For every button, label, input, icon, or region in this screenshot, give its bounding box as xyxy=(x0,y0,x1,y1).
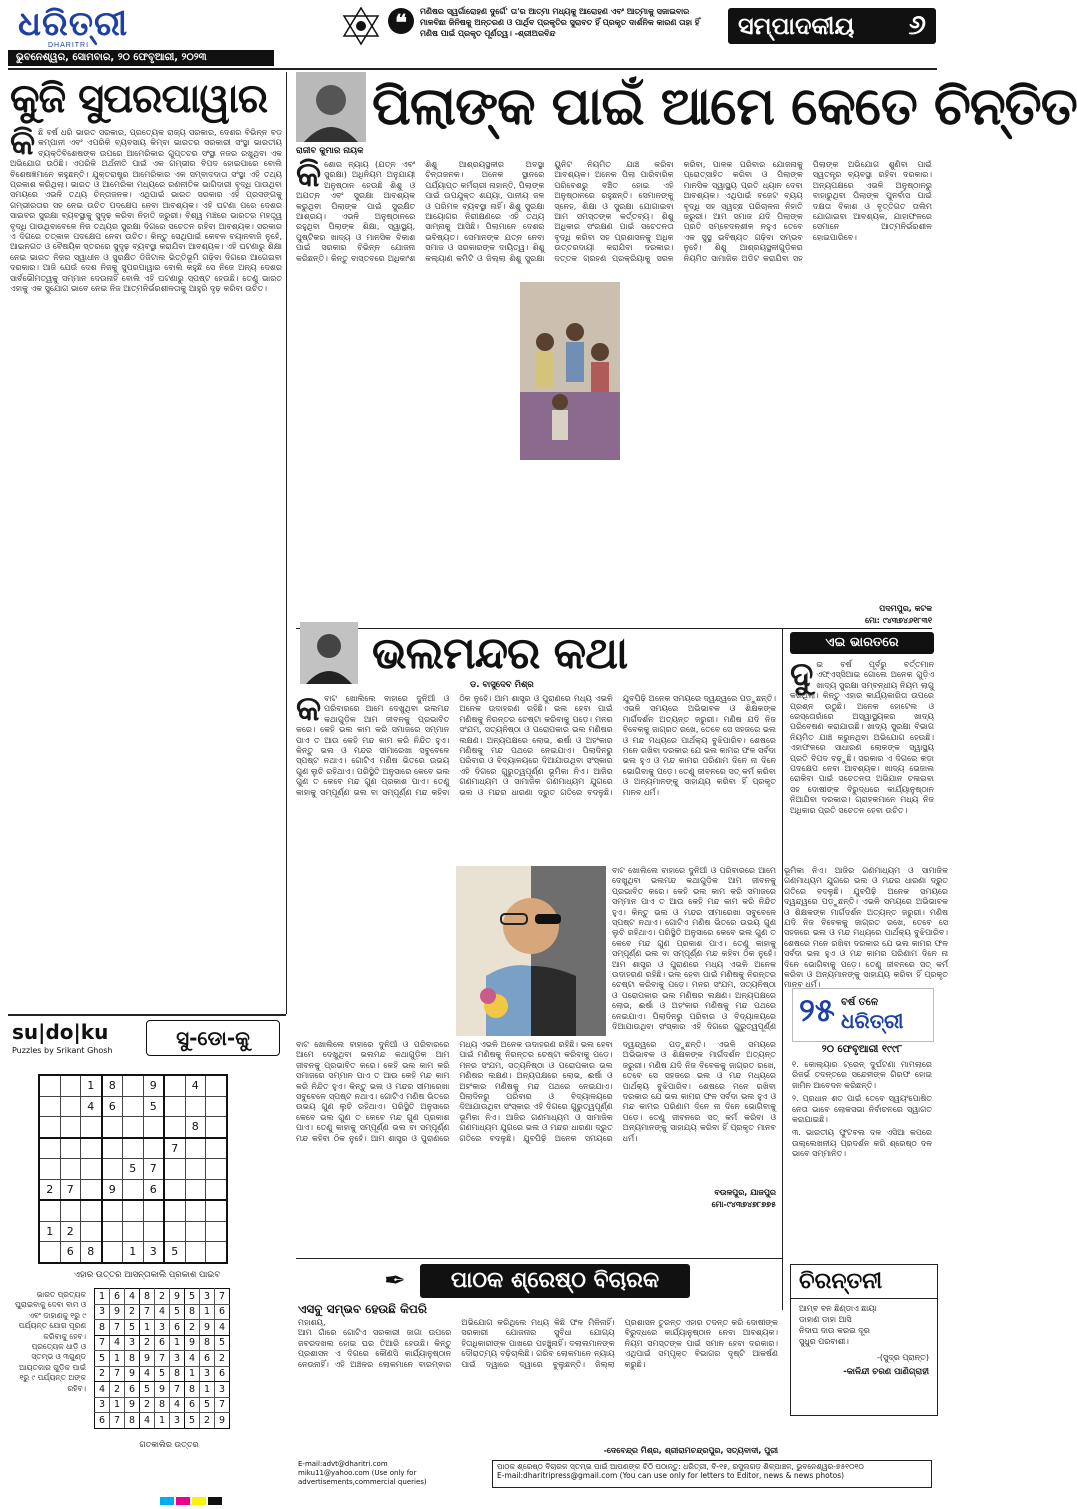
sudoku-cell xyxy=(123,1138,144,1159)
sudoku-title: ସୁ-ଡୋ-କୁ xyxy=(146,1020,280,1056)
solution-cell: 9 xyxy=(185,1335,200,1351)
contact-box xyxy=(492,1460,932,1488)
solution-cell: 5 xyxy=(170,1304,185,1320)
pen-icon: ✒ xyxy=(384,1266,406,1296)
solution-cell: 6 xyxy=(95,1413,110,1429)
grid-row xyxy=(95,1351,230,1367)
solution-cell: 9 xyxy=(155,1382,170,1398)
sudoku-cell: 3 xyxy=(143,1242,164,1263)
history-logo: ଧରିତ୍ରୀ xyxy=(841,1009,904,1033)
solution-cell: 2 xyxy=(200,1413,215,1429)
solution-cell: 6 xyxy=(215,1366,230,1382)
solution-cell: 9 xyxy=(200,1320,215,1336)
solution-cell: 4 xyxy=(170,1397,185,1413)
masthead-divider xyxy=(8,68,937,70)
sudoku-cell xyxy=(206,1179,227,1200)
solution-cell: 5 xyxy=(95,1351,110,1367)
solution-cell: 3 xyxy=(155,1320,170,1336)
solution-cell: 5 xyxy=(185,1289,200,1305)
readers-divider xyxy=(296,1258,782,1259)
solution-cell: 6 xyxy=(155,1335,170,1351)
solution-cell: 4 xyxy=(215,1320,230,1336)
sudoku-cell xyxy=(39,1117,60,1138)
chirantani-title: ଚିରନ୍ତନୀ xyxy=(791,1265,937,1299)
sudoku-cell: 8 xyxy=(185,1117,206,1138)
article1-headline: ପିଲାଙ୍କ ପାଇଁ ଆମେ କେତେ ଚିନ୍ତିତ xyxy=(372,77,1077,137)
article2-bottom-text: ବାଟ ଖୋଲିଲେ ବାହାରେ ଦୁନିଆଁ ଓ ପରିବାରରେ ଆମେ ଦେଖୁଥିବା ଭଲମନ୍ଦ କଥାଗୁଡ଼ିକ ଆମ ଜୀବନକୁ ପ୍ରଭାବିତ କରେ। କେହି ଭଲ କାମ କରି ସମାଜରେ ସମ୍ମାନ ପାଏ ତ ଆଉ କେହି ମନ୍ଦ କାମ କରି ନିନ୍ଦିତ ହୁଏ। କିନ୍ତୁ ଭଲ ଓ ମନ୍ଦର ସୀମାରେଖା ସବୁବେଳେ ସ୍ପଷ୍ଟ ନଥାଏ। ଗୋଟିଏ ମଣିଷ ଭିତରେ ଉଭୟ ଗୁଣ ଲୁଚି ରହିଥାଏ। ପରିସ୍ଥିତି ଅନୁସାରେ କେବେ ଭଲ ଗୁଣ ତ କେବେ ମନ୍ଦ ଗୁଣ ପ୍ରକାଶ ପାଏ। ତେଣୁ କାହାକୁ ସମ୍ପୂର୍ଣ୍ଣ ଭଲ ବା ସମ୍ପୂର୍ଣ୍ଣ ମନ୍ଦ କହିବା ଠିକ ନୁହେଁ। ଆମ ଶାସ୍ତ୍ର ଓ ପୁରାଣରେ ମଧ୍ୟ ଏଭଳି ଅନେକ ଉଦାହରଣ ରହିଛି। ଭଲ ହେବା ପାଇଁ ମଣିଷକୁ ନିରନ୍ତର ଚେଷ୍ଟା କରିବାକୁ ପଡ଼େ। ମନର ସଂଯମ, ସତ୍ୟନିଷ୍ଠା ଓ ପରୋପକାର ଭଲ ମଣିଷର ଲକ୍ଷଣ। ଅନ୍ୟପକ୍ଷରେ ଲୋଭ, ଈର୍ଷା ଓ ଅହଂକାର ମଣିଷକୁ ମନ୍ଦ ପଥରେ ନେଇଯାଏ। ପିଲାଦିନରୁ ପରିବାର ଓ ବିଦ୍ୟାଳୟରେ ଦିଆଯାଉଥିବା ସଂସ୍କାର ଏହି ଦିଗରେ ଗୁରୁତ୍ୱପୂର୍ଣ୍ଣ ଭୂମିକା ନିଏ। ଆଜିର ଗଣମାଧ୍ୟମ ଓ ସାମାଜିକ ଗଣମାଧ୍ୟମ ଯୁଗରେ ଭଲ ଓ ମନ୍ଦର ଧାରଣା ଦ୍ରୁତ ଗତିରେ ବଦଳୁଛି। ଯୁବପିଢ଼ି ଅନେକ ସମୟରେ ଦ୍ୱନ୍ଦ୍ୱରେ ପଡ଼ୁଛନ୍ତି। ଏଭଳି ସମୟରେ ଅଭିଭାବକ ଓ ଶିକ୍ଷକଙ୍କ ମାର୍ଗଦର୍ଶନ ଅତ୍ୟନ୍ତ ଜରୁରୀ। ମଣିଷ ଯଦି ନିଜ ବିବେକକୁ ଜାଗ୍ରତ ରଖେ, ତେବେ ସେ ସହଜରେ ଭଲ ଓ ମନ୍ଦ ମଧ୍ୟରେ ପାର୍ଥକ୍ୟ ବୁଝିପାରିବ। ଶେଷରେ ମନେ ରଖିବା ଦରକାର ଯେ ଭଲ କାମର ଫଳ ସର୍ବଦା ଭଲ ହୁଏ ଓ ମନ୍ଦ କାମର ପରିଣାମ ଦିନେ ନା ଦିନେ ଭୋଗିବାକୁ ପଡ଼େ। ତେଣୁ ଜୀବନରେ ସତ୍ କର୍ମ କରିବା ଓ ଅନ୍ୟମାନଙ୍କୁ ସାହାଯ୍ୟ କରିବା ହିଁ ପ୍ରକୃତ ମାନବ ଧର୍ମ। xyxy=(296,1040,776,1143)
sudoku-cell xyxy=(102,1221,123,1242)
sudoku-cell: 5 xyxy=(143,1096,164,1117)
article2-headline: ଭଲମନ୍ଦର କଥା xyxy=(372,628,628,679)
solution-cell: 4 xyxy=(140,1366,155,1382)
sudoku-cell: 5 xyxy=(123,1159,144,1180)
history-items xyxy=(792,1060,932,1260)
sudoku-cell xyxy=(185,1200,206,1221)
solution-cell: 3 xyxy=(95,1304,110,1320)
article1-text: ଶୋର ନ୍ୟାୟ (ଯତ୍ନ ଏବଂ ସୁରକ୍ଷା) ଅଧିନିୟମ ଅନୁଯାୟୀ ଅନୁଷ୍ଠାନ ହେଉଛି ଶିଶୁ ଓ ଅଯତ୍ନ ଏବଂ ସୁରକ୍ଷା ଆବଶ୍ୟକ କରୁଥିବା ପିଲାଙ୍କ ପାଇଁ ସୁରକ୍ଷିତ ଆଶ୍ରୟ। ଏଭଳି ଅନୁଷ୍ଠାନରେ ରହୁଥିବା ପିଲାଙ୍କ ଶିକ୍ଷା, ସ୍ୱାସ୍ଥ୍ୟ, ପୁଷ୍ଟିକର ଖାଦ୍ୟ ଓ ମାନସିକ ବିକାଶ ପାଇଁ ସରକାର ବିଭିନ୍ନ ଯୋଜନା କରିଛନ୍ତି। କିନ୍ତୁ ବାସ୍ତବରେ ଅଧିକାଂଶ ଶିଶୁ ଆଶ୍ରୟସ୍ଥଳୀର ଅବସ୍ଥା ଚିନ୍ତାଜନକ। ଅନେକ ସ୍ଥାନରେ ପର୍ଯ୍ୟାପ୍ତ କର୍ମଚାରୀ ନାହାନ୍ତି, ପିଲାଙ୍କ ପାଇଁ ଉପଯୁକ୍ତ ଶଯ୍ୟା, ପାନୀୟ ଜଳ ଓ ପରିମଳ ବ୍ୟବସ୍ଥା ନାହିଁ। ଶିଶୁ ସୁରକ୍ଷା ଆୟୋଗର ନିରୀକ୍ଷଣରେ ଏହି ତଥ୍ୟ ସାମ୍ନାକୁ ଆସିଛି। ପିଲାମାନେ ଦେଶର ଭବିଷ୍ୟତ। ସେମାନଙ୍କ ଯତ୍ନ ନେବା ସମାଜ ଓ ସରକାରଙ୍କ ଦାୟିତ୍ୱ। ଶିଶୁ କଲ୍ୟାଣ କମିଟି ଓ ଜିଲ୍ଲା ଶିଶୁ ସୁରକ୍ଷା ୟୁନିଟ ନିୟମିତ ଯାଞ୍ଚ କରିବା ଆବଶ୍ୟକ। ଅନେକ ପିଲା ପାରିବାରିକ ପରିବେଶରୁ ବଞ୍ଚିତ ହୋଇ ଏହି ଅନୁଷ୍ଠାନରେ ରହୁଛନ୍ତି। ସେମାନଙ୍କୁ ସ୍ନେହ, ଶିକ୍ଷା ଓ ସୁରକ୍ଷା ଯୋଗାଇବା ଆମ ସମସ୍ତଙ୍କ କର୍ତ୍ତବ୍ୟ। ଶିଶୁ ଅଧିକାର ସଂରକ୍ଷଣ ପାଇଁ ସଚେତନତା ବୃଦ୍ଧି କରିବା ସହ ପ୍ରଶାସନକୁ ଅଧିକ ଉତ୍ତରଦାୟୀ କରାଯିବା ଦରକାର। ଦତ୍ତକ ଗ୍ରହଣ ପ୍ରକ୍ରିୟାକୁ ସରଳ କରିବା, ପାଳକ ପରିବାର ଯୋଜନାକୁ ପ୍ରୋତ୍ସାହିତ କରିବା ଓ ପିଲାଙ୍କ ମାନସିକ ସ୍ୱାସ୍ଥ୍ୟ ପ୍ରତି ଧ୍ୟାନ ଦେବା ଆବଶ୍ୟକ। ଏଥିପାଇଁ ବଜେଟ ବ୍ୟୟ ବୃଦ୍ଧି ସହ ସ୍ୱଚ୍ଛ ପରିଚାଳନା ନିହାତି ଜରୁରୀ। ଆମ ସମାଜ ଯଦି ପିଲାଙ୍କ ପ୍ରତି ସମ୍ବେଦନଶୀଳ ନହୁଏ ତେବେ ଏକ ସୁସ୍ଥ ଭବିଷ୍ୟତ ଗଢ଼ିବା ସମ୍ଭବ ନୁହେଁ। ଶିଶୁ ଆଶ୍ରୟସ୍ଥଳୀଗୁଡ଼ିକର ନିୟମିତ ସାମାଜିକ ଅଡିଟ କରାଯିବା ସହ ପିଲାଙ୍କ ଅଭିଯୋଗ ଶୁଣିବା ପାଇଁ ସ୍ୱତନ୍ତ୍ର ବ୍ୟବସ୍ଥା ରହିବା ଦରକାର। ଅନ୍ୟପକ୍ଷରେ ଏଭଳି ଅନୁଷ୍ଠାନରୁ ବାହାରୁଥିବା ପିଲାଙ୍କ ପୁନର୍ବାସ ପାଇଁ ଦକ୍ଷତା ବିକାଶ ଓ ବୃତ୍ତିଗତ ତାଲିମ ଯୋଗାଇବା ଆବଶ୍ୟକ, ଯାହାଫଳରେ ସେମାନେ ଆତ୍ମନିର୍ଭରଶୀଳ ହୋଇପାରିବେ। xyxy=(296,160,932,263)
sudoku-cell xyxy=(81,1138,102,1159)
article2-signature-phone: ମୋ-୯୪୩୭୪୭୮୭୭୫ xyxy=(711,1200,776,1209)
grid-row xyxy=(95,1397,230,1413)
readers-title: ପାଠକ ଶ୍ରେଷ୍ଠ ବିଚାରକ xyxy=(420,1264,690,1298)
sudoku-cell xyxy=(81,1117,102,1138)
sudoku-cell xyxy=(39,1096,60,1117)
sudoku-cell xyxy=(206,1159,227,1180)
solution-cell: 4 xyxy=(140,1413,155,1429)
editorial-headline: କୁଜି ସୁପରପାୱାର xyxy=(10,76,268,122)
history-banner xyxy=(792,988,934,1042)
sudoku-cell xyxy=(39,1242,60,1263)
grid-row xyxy=(39,1075,227,1096)
sudoku-cell: 2 xyxy=(60,1221,81,1242)
solution-cell: 5 xyxy=(185,1413,200,1429)
sudoku-cell xyxy=(81,1200,102,1221)
sudoku-cell xyxy=(39,1138,60,1159)
solution-cell: 2 xyxy=(155,1289,170,1305)
solution-cell: 6 xyxy=(215,1304,230,1320)
solution-cell: 8 xyxy=(185,1304,200,1320)
history-item: ୩. ଭାରତୀୟ ଫୁଟବଲ ଦଳ ଏସିଆ କପରେ ଉଲ୍ଲେଖନୀୟ ପ୍ରଦର୍ଶନ କରି ଶ୍ରେଷ୍ଠ ଦଳ ଭାବେ ସମ୍ମାନିତ। xyxy=(792,1128,932,1159)
solution-cell: 1 xyxy=(200,1304,215,1320)
sudoku-cell xyxy=(60,1138,81,1159)
sudoku-cell: 1 xyxy=(123,1242,144,1263)
solution-cell: 7 xyxy=(140,1304,155,1320)
solution-cell: 2 xyxy=(215,1351,230,1367)
page-number: ୬ xyxy=(908,8,926,41)
sudoku-cell xyxy=(164,1075,185,1096)
grid-row xyxy=(39,1179,227,1200)
sudoku-cell: 6 xyxy=(102,1096,123,1117)
solution-cell: 8 xyxy=(200,1335,215,1351)
sudoku-cell: 7 xyxy=(164,1138,185,1159)
grid-row xyxy=(95,1289,230,1305)
author-photo-rajeev xyxy=(296,72,366,142)
grid-row xyxy=(39,1117,227,1138)
registration-swatch xyxy=(208,1497,222,1505)
section-title: ସମ୍ପାଦକୀୟ xyxy=(738,12,855,40)
article1-signature-phone: ମୋ: ୯୪୩୭୪୬୧୮୩୧ xyxy=(864,616,932,625)
grid-row xyxy=(39,1138,227,1159)
author-photo-basudev xyxy=(300,622,358,684)
letter-signature: -ଦେବେନ୍ଦ୍ର ମିଶ୍ର, ଶ୍ରୀରାମଚନ୍ଦ୍ରପୁର, ସତ୍ୟବାଦୀ, ପୁରୀ xyxy=(603,1446,778,1455)
sudoku-cell xyxy=(81,1179,102,1200)
sudoku-cell: 6 xyxy=(143,1179,164,1200)
dharitri-logo xyxy=(18,6,138,50)
solution-cell: 9 xyxy=(125,1366,140,1382)
solution-cell: 2 xyxy=(140,1397,155,1413)
chirantani-box xyxy=(790,1264,938,1416)
solution-cell: 1 xyxy=(95,1289,110,1305)
solution-cell: 4 xyxy=(110,1335,125,1351)
article2-signature-place: ବଉଳପୁର, ଯାଜପୁର xyxy=(714,1188,776,1197)
solution-cell: 8 xyxy=(155,1397,170,1413)
solution-cell: 8 xyxy=(95,1320,110,1336)
sudoku-cell xyxy=(60,1096,81,1117)
sudoku-cell xyxy=(123,1096,144,1117)
solution-cell: 1 xyxy=(110,1351,125,1367)
sudoku-cell xyxy=(143,1138,164,1159)
solution-cell: 7 xyxy=(110,1366,125,1382)
sudoku-cell: 9 xyxy=(102,1179,123,1200)
solution-cell: 9 xyxy=(170,1289,185,1305)
ei-bharatare-text: ଇ ବର୍ଷ ପୂର୍ବରୁ ବର୍ତ୍ତମାନ ଏଫ୍‌ଏସ୍‌ସିଆଇ ଗୋଲେ ଅନେକ ଗୁଡ଼ିଏ ଖାଦ୍ୟ ସୁରକ୍ଷା ସମ୍ବନ୍ଧୀୟ ନିୟମ ଲାଗୁ କରିଥିଲା। କିନ୍ତୁ ଏହାର କାର୍ଯ୍ୟକାରିତା ଉପରେ ପ୍ରଶ୍ନ ଉଠୁଛି। ଅନେକ ହୋଟେଲ ଓ ରେସ୍ତୋରାଁରେ ଅସ୍ୱାସ୍ଥ୍ୟକର ଖାଦ୍ୟ ପରିବେଷଣ କରାଯାଉଛି। ଖାଦ୍ୟ ସୁରକ୍ଷା ବିଭାଗ ନିୟମିତ ଯାଞ୍ଚ କରୁନଥିବା ଅଭିଯୋଗ ହେଉଛି। ଏହାଫଳରେ ସାଧାରଣ ଲୋକଙ୍କ ସ୍ୱାସ୍ଥ୍ୟ ପ୍ରତି ବିପଦ ବଢ଼ୁଛି। ସରକାର ଏ ଦିଗରେ କଡ଼ା ପଦକ୍ଷେପ ନେବା ଆବଶ୍ୟକ। ଖାଦ୍ୟ ଭେଜାଲ ରୋକିବା ପାଇଁ ସଚେତନତା ଅଭିଯାନ ଚଳାଇବା ସହ ଦୋଷୀଙ୍କ ବିରୁଦ୍ଧରେ କାର୍ଯ୍ୟାନୁଷ୍ଠାନ ନିଆଯିବା ଦରକାର। ଗ୍ରାହକମାନେ ମଧ୍ୟ ନିଜ ଅଧିକାର ପ୍ରତି ସଚେତନ ହେବା ଉଚିତ। xyxy=(790,660,934,815)
sudoku-cell xyxy=(39,1159,60,1180)
chirantani-verse: ଆମ୍ବ ବନ ଛିଣ୍ଡାଏ ଛାୟା ଡାହାଣ ଡାହା ଆସି ନିଦାଘ ଦାଉ କରଇ ଦୂର ସୁଧୁର ପରବାଶୀ। xyxy=(799,1304,877,1346)
sudoku-cell: 4 xyxy=(185,1075,206,1096)
quote-icon: ❝ xyxy=(388,8,414,34)
solution-cell: 1 xyxy=(155,1413,170,1429)
sudoku-cell xyxy=(60,1117,81,1138)
grid-row xyxy=(39,1096,227,1117)
history-date: ୨୦ ଫେବୃଆରୀ ୧୯୯୮ xyxy=(821,1044,903,1055)
sudoku-solution-caption: ଗତକାଲିର ଉତ୍ତର xyxy=(139,1440,199,1449)
solution-cell: 5 xyxy=(155,1366,170,1382)
contact-email-misc[interactable]: miku11@yahoo.com (Use only for advertisements,commercial queries) xyxy=(298,1469,427,1486)
sudoku-caption: ଏହାର ଉତ୍ତର ଆସନ୍ତାକାଲି ପ୍ରକାଶ ପାଇବ xyxy=(73,1270,221,1280)
sudoku-puzzle xyxy=(38,1074,228,1264)
sudoku-cell xyxy=(81,1221,102,1242)
solution-cell: 1 xyxy=(200,1382,215,1398)
solution-cell: 7 xyxy=(215,1397,230,1413)
ei-bharatare-dropcap: ଦୁ xyxy=(790,655,814,695)
sudoku-cell xyxy=(123,1200,144,1221)
sudoku-cell xyxy=(81,1159,102,1180)
column-divider xyxy=(286,72,287,1014)
solution-cell: 7 xyxy=(170,1382,185,1398)
sudoku-cell xyxy=(123,1117,144,1138)
contact-email-editor[interactable]: E-mail:dharitripress@gmail.com (You can use only for letters to Editor, news & news photos) xyxy=(497,1471,845,1480)
solution-cell: 1 xyxy=(170,1335,185,1351)
solution-cell: 4 xyxy=(95,1382,110,1398)
sudoku-grid xyxy=(38,1074,228,1264)
grid-row xyxy=(95,1366,230,1382)
grid-row xyxy=(95,1304,230,1320)
sudoku-cell xyxy=(206,1221,227,1242)
registration-swatch xyxy=(192,1497,206,1505)
grid-row xyxy=(95,1382,230,1398)
solution-cell: 7 xyxy=(215,1289,230,1305)
letter-title: ଏସବୁ ସମ୍ଭବ ହେଉଛି କିପରି xyxy=(298,1302,427,1316)
solution-cell: 1 xyxy=(110,1397,125,1413)
sudoku-cell: 1 xyxy=(81,1075,102,1096)
article2-author: ଡ. ବାସୁଦେବ ମିଶ୍ର xyxy=(470,680,534,690)
sudoku-cell xyxy=(206,1200,227,1221)
sudoku-cell xyxy=(185,1096,206,1117)
sudoku-cell xyxy=(164,1117,185,1138)
grid-row xyxy=(39,1221,227,1242)
sudoku-cell xyxy=(102,1200,123,1221)
sudoku-cell: 5 xyxy=(164,1242,185,1263)
sudoku-cell xyxy=(123,1179,144,1200)
good-bad-illustration xyxy=(456,866,606,1036)
chirantani-source: -(ସୁଦ୍ର ପ୍ରାନ୍ତ) xyxy=(876,1353,929,1362)
solution-cell: 6 xyxy=(110,1289,125,1305)
logo-text: ଧରିତ୍ରୀ xyxy=(18,4,129,44)
grid-row xyxy=(95,1320,230,1336)
solution-cell: 3 xyxy=(95,1397,110,1413)
contact-intro: ପାଠକ ଶ୍ରେଷ୍ଠ ବିଚାରକ ସ୍ତମ୍ଭ ପାଇଁ ଆପଣଙ୍କ ଚିଠି ପଠାନ୍ତୁ: ଧରିତ୍ରୀ, ବି-୧୫, ରସୁଲଗଡ଼ ଶିଳ୍ପାଞ୍ଚଳ, ଭୁବନେଶ୍ୱର-୭୫୧୦୧୦ xyxy=(497,1462,864,1471)
sudoku-cell xyxy=(164,1221,185,1242)
editorial-dropcap: କି xyxy=(10,123,36,163)
solution-cell: 8 xyxy=(125,1351,140,1367)
sudoku-byline: Puzzles by Srikant Ghosh xyxy=(12,1046,113,1055)
sudoku-cell: 1 xyxy=(39,1221,60,1242)
solution-cell: 8 xyxy=(185,1382,200,1398)
article2-text: ବାଟ ଖୋଲିଲେ ବାହାରେ ଦୁନିଆଁ ଓ ପରିବାରରେ ଆମେ ଦେଖୁଥିବା ଭଲମନ୍ଦ କଥାଗୁଡ଼ିକ ଆମ ଜୀବନକୁ ପ୍ରଭାବିତ କରେ। କେହି ଭଲ କାମ କରି ସମାଜରେ ସମ୍ମାନ ପାଏ ତ ଆଉ କେହି ମନ୍ଦ କାମ କରି ନିନ୍ଦିତ ହୁଏ। କିନ୍ତୁ ଭଲ ଓ ମନ୍ଦର ସୀମାରେଖା ସବୁବେଳେ ସ୍ପଷ୍ଟ ନଥାଏ। ଗୋଟିଏ ମଣିଷ ଭିତରେ ଉଭୟ ଗୁଣ ଲୁଚି ରହିଥାଏ। ପରିସ୍ଥିତି ଅନୁସାରେ କେବେ ଭଲ ଗୁଣ ତ କେବେ ମନ୍ଦ ଗୁଣ ପ୍ରକାଶ ପାଏ। ତେଣୁ କାହାକୁ ସମ୍ପୂର୍ଣ୍ଣ ଭଲ ବା ସମ୍ପୂର୍ଣ୍ଣ ମନ୍ଦ କହିବା ଠିକ ନୁହେଁ। ଆମ ଶାସ୍ତ୍ର ଓ ପୁରାଣରେ ମଧ୍ୟ ଏଭଳି ଅନେକ ଉଦାହରଣ ରହିଛି। ଭଲ ହେବା ପାଇଁ ମଣିଷକୁ ନିରନ୍ତର ଚେଷ୍ଟା କରିବାକୁ ପଡ଼େ। ମନର ସଂଯମ, ସତ୍ୟନିଷ୍ଠା ଓ ପରୋପକାର ଭଲ ମଣିଷର ଲକ୍ଷଣ। ଅନ୍ୟପକ୍ଷରେ ଲୋଭ, ଈର୍ଷା ଓ ଅହଂକାର ମଣିଷକୁ ମନ୍ଦ ପଥରେ ନେଇଯାଏ। ପିଲାଦିନରୁ ପରିବାର ଓ ବିଦ୍ୟାଳୟରେ ଦିଆଯାଉଥିବା ସଂସ୍କାର ଏହି ଦିଗରେ ଗୁରୁତ୍ୱପୂର୍ଣ୍ଣ ଭୂମିକା ନିଏ। ଆଜିର ଗଣମାଧ୍ୟମ ଓ ସାମାଜିକ ଗଣମାଧ୍ୟମ ଯୁଗରେ ଭଲ ଓ ମନ୍ଦର ଧାରଣା ଦ୍ରୁତ ଗତିରେ ବଦଳୁଛି। ଯୁବପିଢ଼ି ଅନେକ ସମୟରେ ଦ୍ୱନ୍ଦ୍ୱରେ ପଡ଼ୁଛନ୍ତି। ଏଭଳି ସମୟରେ ଅଭିଭାବକ ଓ ଶିକ୍ଷକଙ୍କ ମାର୍ଗଦର୍ଶନ ଅତ୍ୟନ୍ତ ଜରୁରୀ। ମଣିଷ ଯଦି ନିଜ ବିବେକକୁ ଜାଗ୍ରତ ରଖେ, ତେବେ ସେ ସହଜରେ ଭଲ ଓ ମନ୍ଦ ମଧ୍ୟରେ ପାର୍ଥକ୍ୟ ବୁଝିପାରିବ। ଶେଷରେ ମନେ ରଖିବା ଦରକାର ଯେ ଭଲ କାମର ଫଳ ସର୍ବଦା ଭଲ ହୁଏ ଓ ମନ୍ଦ କାମର ପରିଣାମ ଦିନେ ନା ଦିନେ ଭୋଗିବାକୁ ପଡ଼େ। ତେଣୁ ଜୀବନରେ ସତ୍ କର୍ମ କରିବା ଓ ଅନ୍ୟମାନଙ୍କୁ ସାହାଯ୍ୟ କରିବା ହିଁ ପ୍ରକୃତ ମାନବ ଧର୍ମ। xyxy=(296,694,776,797)
registration-marks xyxy=(160,1490,224,1509)
dateline: ଭୁବନେଶ୍ୱର, ସୋମବାର, ୨୦ ଫେବୃଆରୀ, ୨୦୨୩ xyxy=(8,50,274,66)
logo-subtext: DHARITRI xyxy=(48,42,90,49)
sudoku-cell xyxy=(143,1117,164,1138)
sudoku-cell xyxy=(60,1200,81,1221)
sudoku-cell xyxy=(123,1075,144,1096)
sudoku-top-divider xyxy=(8,1014,286,1016)
solution-cell: 3 xyxy=(170,1413,185,1429)
ei-bharatare-title: ଏଇ ଭାରତରେ xyxy=(790,632,934,654)
solution-cell: 9 xyxy=(215,1413,230,1429)
sudoku-cell: 4 xyxy=(81,1096,102,1117)
sudoku-cell: 8 xyxy=(102,1075,123,1096)
solution-cell: 9 xyxy=(110,1304,125,1320)
sudoku-cell xyxy=(164,1179,185,1200)
solution-cell: 9 xyxy=(140,1351,155,1367)
solution-cell: 5 xyxy=(125,1320,140,1336)
sudoku-cell: 6 xyxy=(60,1242,81,1263)
sudoku-cell xyxy=(206,1075,227,1096)
letter-body xyxy=(298,1318,778,1446)
article2-body-top xyxy=(296,689,776,864)
article1-signature-place: ପଦମପୁର, କଟକ xyxy=(879,604,932,613)
sudoku-cell xyxy=(185,1242,206,1263)
contact-extra xyxy=(298,1460,488,1487)
solution-cell: 4 xyxy=(155,1304,170,1320)
solution-cell: 8 xyxy=(170,1366,185,1382)
sudoku-cell xyxy=(143,1200,164,1221)
sudoku-cell xyxy=(206,1138,227,1159)
solution-cell: 1 xyxy=(185,1366,200,1382)
solution-cell: 9 xyxy=(125,1397,140,1413)
solution-cell: 3 xyxy=(215,1382,230,1398)
sudoku-cell xyxy=(164,1200,185,1221)
sudoku-instructions: ଭାରତ ପ୍ରତ୍ୟକ ଘୁରାଇବାକୁ ଦେବା ବାମ ଓ ଏବଂ ଡାହାଣକୁ ୧ରୁ ୯ ପର୍ଯ୍ୟନ୍ତ ଯୋଗ ପୂରଣ କରିବାକୁ ହେବ। ପ୍ରତ୍ୟେକ ଧାଡ଼ି ଓ ସ୍ତମ୍ଭ ଓ ୩ଗୁଣ୍ଡ ଆୟତକାର ଗୁଡ଼ିକ ପାଇଁ ୧ରୁ ୯ ପର୍ଯ୍ୟନ୍ତ ଅଙ୍କ ରହିବ। xyxy=(15,1290,86,1393)
grid-row xyxy=(95,1335,230,1351)
grid-row xyxy=(95,1413,230,1429)
sudoku-cell xyxy=(185,1221,206,1242)
sudoku-cell xyxy=(185,1138,206,1159)
solution-cell: 5 xyxy=(200,1397,215,1413)
solution-cell: 4 xyxy=(185,1351,200,1367)
chirantani-author: -କାଳିନ୍ଦୀ ଚରଣ ପାଣିଗ୍ରାହୀ xyxy=(843,1367,929,1377)
sudoku-cell xyxy=(164,1159,185,1180)
sudoku-cell xyxy=(39,1200,60,1221)
history-years: ୨୫ xyxy=(799,991,835,1029)
sudoku-cell xyxy=(102,1242,123,1263)
sudoku-cell xyxy=(102,1117,123,1138)
article2-side-text: ବାଟ ଖୋଲିଲେ ବାହାରେ ଦୁନିଆଁ ଓ ପରିବାରରେ ଆମେ ଦେଖୁଥିବା ଭଲମନ୍ଦ କଥାଗୁଡ଼ିକ ଆମ ଜୀବନକୁ ପ୍ରଭାବିତ କରେ। କେହି ଭଲ କାମ କରି ସମାଜରେ ସମ୍ମାନ ପାଏ ତ ଆଉ କେହି ମନ୍ଦ କାମ କରି ନିନ୍ଦିତ ହୁଏ। କିନ୍ତୁ ଭଲ ଓ ମନ୍ଦର ସୀମାରେଖା ସବୁବେଳେ ସ୍ପଷ୍ଟ ନଥାଏ। ଗୋଟିଏ ମଣିଷ ଭିତରେ ଉଭୟ ଗୁଣ ଲୁଚି ରହିଥାଏ। ପରିସ୍ଥିତି ଅନୁସାରେ କେବେ ଭଲ ଗୁଣ ତ କେବେ ମନ୍ଦ ଗୁଣ ପ୍ରକାଶ ପାଏ। ତେଣୁ କାହାକୁ ସମ୍ପୂର୍ଣ୍ଣ ଭଲ ବା ସମ୍ପୂର୍ଣ୍ଣ ମନ୍ଦ କହିବା ଠିକ ନୁହେଁ। ଆମ ଶାସ୍ତ୍ର ଓ ପୁରାଣରେ ମଧ୍ୟ ଏଭଳି ଅନେକ ଉଦାହରଣ ରହିଛି। ଭଲ ହେବା ପାଇଁ ମଣିଷକୁ ନିରନ୍ତର ଚେଷ୍ଟା କରିବାକୁ ପଡ଼େ। ମନର ସଂଯମ, ସତ୍ୟନିଷ୍ଠା ଓ ପରୋପକାର ଭଲ ମଣିଷର ଲକ୍ଷଣ। ଅନ୍ୟପକ୍ଷରେ ଲୋଭ, ଈର୍ଷା ଓ ଅହଂକାର ମଣିଷକୁ ମନ୍ଦ ପଥରେ ନେଇଯାଏ। ପିଲାଦିନରୁ ପରିବାର ଓ ବିଦ୍ୟାଳୟରେ ଦିଆଯାଉଥିବା ସଂସ୍କାର ଏହି ଦିଗରେ ଗୁରୁତ୍ୱପୂର୍ଣ୍ଣ ଭୂମିକା ନିଏ। ଆଜିର ଗଣମାଧ୍ୟମ ଓ ସାମାଜିକ ଗଣମାଧ୍ୟମ ଯୁଗରେ ଭଲ ଓ ମନ୍ଦର ଧାରଣା ଦ୍ରୁତ ଗତିରେ ବଦଳୁଛି। ଯୁବପିଢ଼ି ଅନେକ ସମୟରେ ଦ୍ୱନ୍ଦ୍ୱରେ ପଡ଼ୁଛନ୍ତି। ଏଭଳି ସମୟରେ ଅଭିଭାବକ ଓ ଶିକ୍ଷକଙ୍କ ମାର୍ଗଦର୍ଶନ ଅତ୍ୟନ୍ତ ଜରୁରୀ। ମଣିଷ ଯଦି ନିଜ ବିବେକକୁ ଜାଗ୍ରତ ରଖେ, ତେବେ ସେ ସହଜରେ ଭଲ ଓ ମନ୍ଦ ମଧ୍ୟରେ ପାର୍ଥକ୍ୟ ବୁଝିପାରିବ। ଶେଷରେ ମନେ ରଖିବା ଦରକାର ଯେ ଭଲ କାମର ଫଳ ସର୍ବଦା ଭଲ ହୁଏ ଓ ମନ୍ଦ କାମର ପରିଣାମ ଦିନେ ନା ଦିନେ ଭୋଗିବାକୁ ପଡ଼େ। ତେଣୁ ଜୀବନରେ ସତ୍ କର୍ମ କରିବା ଓ ଅନ୍ୟମାନଙ୍କୁ ସାହାଯ୍ୟ କରିବା ହିଁ ପ୍ରକୃତ ମାନବ ଧର୍ମ। xyxy=(612,866,948,1032)
children-photo xyxy=(520,282,620,460)
sudoku-cell xyxy=(164,1096,185,1117)
solution-cell: 7 xyxy=(110,1413,125,1429)
section-banner xyxy=(728,8,936,44)
emblem-icon xyxy=(342,6,380,46)
article1-dropcap: କି xyxy=(296,155,322,195)
sudoku-cell xyxy=(185,1179,206,1200)
history-item: ୧. କୋଲ୍ୟାର ଟ୍ରେନ୍ ଦୁର୍ଘଟଣା ମାମଲାରେ ରିଜର୍ଭ ତଦନ୍ତରେ ସନ୍ଦେହୀଙ୍କ ଗିରଫ ହୋଇ ଜାମିନ ଆବେଦନ କରିଛନ୍ତି। xyxy=(792,1060,932,1090)
letter-text: ଆମ ଗାଁରେ ଗୋଟିଏ ସରକାରୀ ଜାଗା ଉପରେ ଜବରଦଖଲ ହୋଇ ଘର ତିଆରି ହେଉଛି। କିନ୍ତୁ ପ୍ରଶାସନ ଏ ଦିଗରେ କୌଣସି କାର୍ଯ୍ୟାନୁଷ୍ଠାନ ନେଉନାହିଁ। ଏହି ଅଞ୍ଚଳର ଲୋକମାନେ ବାରମ୍ବାର ଅଭିଯୋଗ କରିଥିଲେ ମଧ୍ୟ କିଛି ଫଳ ମିଳିନାହିଁ। ସରକାରୀ ଯୋଜନାର ସୁବିଧା ଯୋଗ୍ୟ ହିତାଧିକାରୀଙ୍କ ପାଖରେ ପହଞ୍ଚୁନାହିଁ। ଦଲାଲମାନଙ୍କ ଦୌରାତ୍ମ୍ୟ ବଢ଼ିଚାଲିଛି। ଗରିବ ଲୋକମାନେ ନ୍ୟାୟ ପାଇଁ ଦ୍ୱାରେ ଦ୍ୱାରେ ବୁଲୁଛନ୍ତି। ଜିଲ୍ଲା ପ୍ରଶାସନ ତୁରନ୍ତ ଏହାର ତଦନ୍ତ କରି ଦୋଷୀଙ୍କ ବିରୁଦ୍ଧରେ କାର୍ଯ୍ୟାନୁଷ୍ଠାନ ନେବା ଆବଶ୍ୟକ। ନିୟମ ସମସ୍ତଙ୍କ ପାଇଁ ସମାନ ହେବା ଦରକାର। ଏଥିପାଇଁ ସମ୍ପୃକ୍ତ ବିଭାଗର ଦୃଷ୍ଟି ଆକର୍ଷଣ କରୁଛି। xyxy=(298,1318,778,1369)
solution-cell: 2 xyxy=(185,1320,200,1336)
solution-cell: 5 xyxy=(215,1335,230,1351)
solution-cell: 7 xyxy=(95,1335,110,1351)
solution-cell: 7 xyxy=(110,1320,125,1336)
sudoku-cell xyxy=(102,1138,123,1159)
sudoku-cell xyxy=(185,1159,206,1180)
solution-cell: 8 xyxy=(140,1289,155,1305)
article1-author: ରାଜୀବ କୁମାର ନାୟକ xyxy=(296,146,364,156)
history-item: ୨. ପ୍ରଧାନ ଶତ ପାଇଁ ତେବେ ସ୍ୱୟଂପୋଷିତ ନେତା ଭାବେ ଲୋକସଭା ନିର୍ବାଚନରେ ସ୍ୱାଗତ କରାଯାଇଛି। xyxy=(792,1094,932,1125)
sudoku-cell xyxy=(39,1075,60,1096)
solution-cell: 2 xyxy=(95,1366,110,1382)
letter-salutation: ମହାଶୟ, xyxy=(298,1318,326,1327)
solution-cell: 4 xyxy=(125,1289,140,1305)
solution-cell: 3 xyxy=(170,1351,185,1367)
grid-row xyxy=(39,1159,227,1180)
sudoku-cell: 7 xyxy=(60,1179,81,1200)
article2-dropcap: କ xyxy=(296,689,322,729)
solution-cell: 2 xyxy=(110,1382,125,1398)
sudoku-cell xyxy=(60,1075,81,1096)
sudoku-cell xyxy=(60,1159,81,1180)
solution-cell: 2 xyxy=(140,1335,155,1351)
sudoku-cell xyxy=(206,1117,227,1138)
column-divider xyxy=(782,628,783,1310)
registration-swatch xyxy=(160,1497,174,1505)
registration-swatch xyxy=(176,1497,190,1505)
solution-cell: 6 xyxy=(170,1320,185,1336)
ei-bharatare-body xyxy=(790,655,934,982)
editorial-body xyxy=(10,123,282,958)
sudoku-cell: 7 xyxy=(143,1159,164,1180)
solution-cell: 3 xyxy=(125,1335,140,1351)
sudoku-cell: 2 xyxy=(39,1179,60,1200)
solution-cell: 7 xyxy=(155,1351,170,1367)
solution-cell: 6 xyxy=(185,1397,200,1413)
grid-row xyxy=(39,1242,227,1263)
sudoku-cell xyxy=(206,1242,227,1263)
grid-row xyxy=(39,1200,227,1221)
sudoku-cell: 8 xyxy=(81,1242,102,1263)
sudoku-cell xyxy=(206,1096,227,1117)
solution-cell: 1 xyxy=(140,1320,155,1336)
masthead-quote: ମଣିଷର ସ୍ୱର୍ଗାରୋହଣ ଦୁର୍ଗେ' ତା'ର ଆତ୍ମା ମଧ୍ୟକୁ ଆରୋହଣ ଏବଂ ଆତ୍ମାକୁ ସଜାଇବାର ମାଳବିଛା ଜିନିଷକୁ ଅନ୍ତରଣ ଓ ପାର୍ଥିବ ପ୍ରକୃତିର ସୁରାବତ ହିଁ ପ୍ରକୃତ ଦାର୍ଶନିକ କାରଣ ତାହା ହିଁ ମଣିଷ ପାଇଁ ପ୍ରକୃତ ପୂର୍ଣତ୍ୱ। -ଶ୍ରୀଅରବିନ୍ଦ xyxy=(420,7,700,38)
sudoku-solution-grid xyxy=(94,1288,230,1429)
solution-cell: 5 xyxy=(140,1382,155,1398)
history-label: ବର୍ଷ ତଳେ xyxy=(841,997,879,1008)
solution-cell: 8 xyxy=(125,1413,140,1429)
sudoku-logo: su|do|ku xyxy=(12,1020,109,1044)
editorial-text: ଛି ବର୍ଷ ଧରି ଭାରତ ସରକାର, ପ୍ରତ୍ୟେକ ରାଜ୍ୟ ସରକାର, ଦେଶର ବିଭିନ୍ନ ବଡ଼ କମ୍ପାନୀ ଏବଂ ଏପରିକି ବ୍ୟବସାୟ କିମ୍ବା ଭାରତର ସରକାରୀ ସଂସ୍ଥା ଭାରତୀୟ ବ୍ୟକ୍ତିବିଶେଷଙ୍କ ଉପରେ ଆମେରିକାର ଗୁପ୍ତଚର ସଂସ୍ଥା ନଜର ରଖୁଥିବା ଏକ ଅଭିଯୋଗ ଉଠିଛି। ଏପରିକି ଅର୍ଥନୀତି ପାଇଁ ଏକ ଗମ୍ଭୀର ବିପଦ ହୋଇପାରେ ବୋଲି ବିଶେଷଜ୍ଞମାନେ କହୁଛନ୍ତି। ଯୁକ୍ତରାଷ୍ଟ୍ର ଆମେରିକାର ଏକ ସମ୍ବାଦଦାତା ସଂସ୍ଥା ଏହି ତଥ୍ୟ ପ୍ରକାଶ କରିଥିଲା। ଭାରତ ଓ ଆମେରିକା ମଧ୍ୟରେ ରଣନୀତିକ ଭାଗିଦାରୀ ବୃଦ୍ଧି ପାଉଥିବା ସମୟରେ ଏଭଳି ତଥ୍ୟ ଚିନ୍ତାଜନକ। ଏଥିପାଇଁ ଭାରତ ସରକାର ଏହି ପ୍ରସଙ୍ଗକୁ ଗମ୍ଭୀରତାର ସହ ନେଇ ଉଚିତ ପଦକ୍ଷେପ ନେବା ଆବଶ୍ୟକ। ଏହି ଘଟଣା ପରେ ଦେଶର ସାଇବର ସୁରକ୍ଷା ବ୍ୟବସ୍ଥାକୁ ସୁଦୃଢ଼ କରିବା ନିହାତି ଜରୁରୀ। ବିଶ୍ୱ ମଞ୍ଚରେ ଭାରତର ମହତ୍ତ୍ୱ ବୃଦ୍ଧି ପାଉଥିବାବେଳେ ନିଜ ତଥ୍ୟର ସୁରକ୍ଷା ଦିଗରେ ସଚେତନ ରହିବା ଆବଶ୍ୟକ। ସରକାର ଏ ଦିଗରେ ତତ୍କାଳ ପଦକ୍ଷେପ ନେବା ଉଚିତ। କିନ୍ତୁ ସେଥିପାଇଁ କେବଳ ବୟାନବାଜି ନୁହେଁ, ଆଇନଗତ ଓ ବୈଷୟିକ ସ୍ତରରେ ସୁଦୃଢ଼ ବ୍ୟବସ୍ଥା କରାଯିବା ଆବଶ୍ୟକ। ଏହି ଘଟଣାରୁ ଶିକ୍ଷା ନେଇ ଭାରତ ନିଜର ସ୍ୱାଧୀନ ଓ ସୁରକ୍ଷିତ ଡିଜିଟାଲ ଭିତ୍ତିଭୂମି ଗଢ଼ିବା ଦିଗରେ ଆଗେଇବା ଦରକାର। ଆଜି ଯେଉଁ ଦେଶ ନିଜକୁ ସୁପରପାୱାର ବୋଲି କହୁଛି ସେ ନିଜେ ଅନ୍ୟ ଦେଶର ସାର୍ବଭୌମତ୍ୱକୁ ସମ୍ମାନ ଦେଉନାହିଁ ବୋଲି ଏହି ଘଟଣାରୁ ସ୍ପଷ୍ଟ ହେଉଛି। ତେଣୁ ଭାରତ ଏହାକୁ ଏକ ସୁଯୋଗ ଭାବେ ନେଇ ନିଜ ଆତ୍ମନିର୍ଭରଶୀଳତାକୁ ଆହୁରି ଦୃଢ଼ କରିବା ଉଚିତ। xyxy=(10,128,282,294)
article2-body-bottom xyxy=(296,1040,776,1190)
sudoku-solution xyxy=(94,1288,230,1429)
sudoku-cell xyxy=(123,1221,144,1242)
solution-cell: 2 xyxy=(125,1304,140,1320)
sudoku-cell xyxy=(102,1159,123,1180)
solution-cell: 6 xyxy=(125,1382,140,1398)
sudoku-cell: 9 xyxy=(143,1075,164,1096)
contact-email-advt[interactable]: E-mail:advt@dharitri.com xyxy=(298,1460,388,1468)
sudoku-cell xyxy=(143,1221,164,1242)
solution-cell: 6 xyxy=(200,1351,215,1367)
solution-cell: 3 xyxy=(200,1366,215,1382)
solution-cell: 3 xyxy=(200,1289,215,1305)
